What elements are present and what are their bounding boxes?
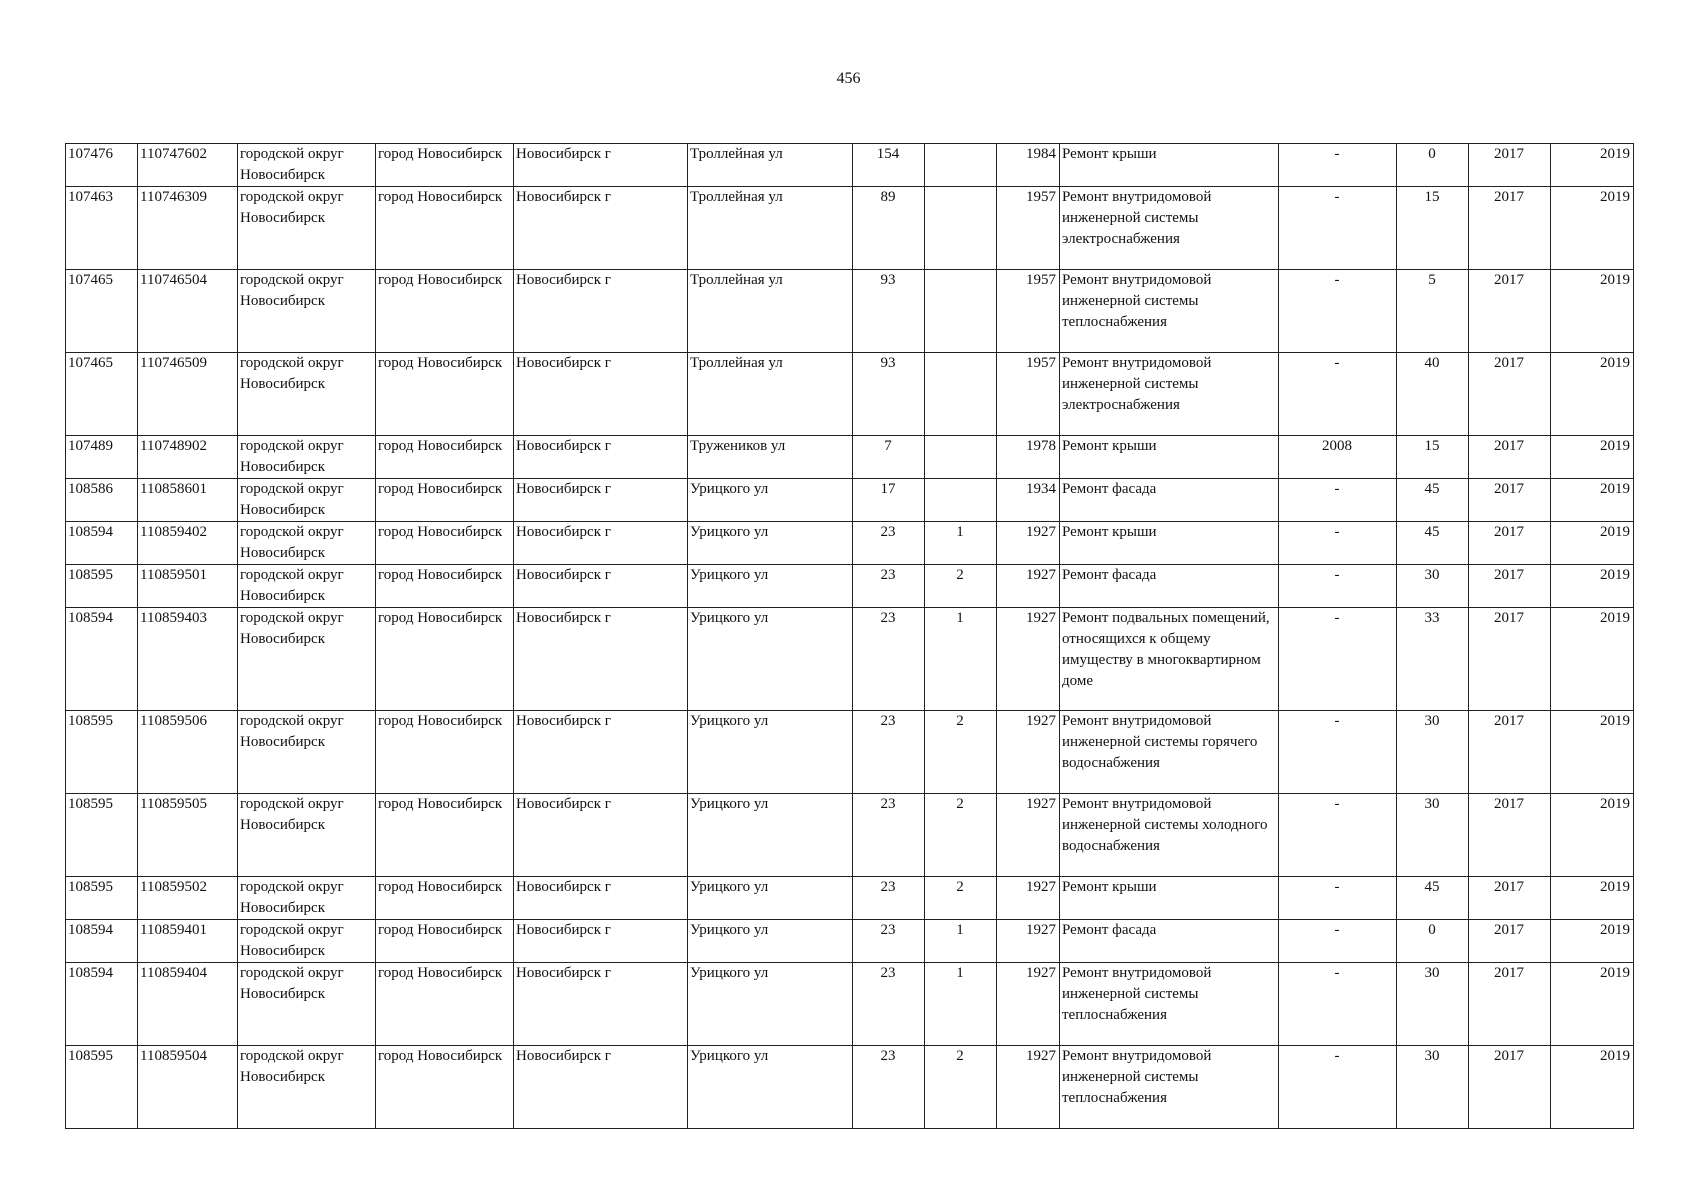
repair-register-table (65, 143, 1634, 1129)
object-id-cell: 107465 (66, 270, 138, 353)
construction-year-cell: 1927 (997, 920, 1060, 963)
plan-end-year-cell: 2019 (1551, 353, 1634, 436)
house-number-cell: 23 (853, 565, 925, 608)
house-number-cell: 23 (853, 522, 925, 565)
table-row (66, 1046, 1634, 1129)
wear-percent-cell: 15 (1397, 436, 1469, 479)
street-cell: Троллейная ул (688, 353, 853, 436)
last-repair-year-cell: - (1279, 963, 1397, 1046)
object-id-cell: 107465 (66, 353, 138, 436)
construction-year-cell: 1927 (997, 1046, 1060, 1129)
plan-start-year-cell: 2017 (1469, 1046, 1551, 1129)
page-number: 456 (836, 70, 861, 87)
plan-start-year-cell: 2017 (1469, 963, 1551, 1046)
settlement-cell: город Новосибирск (376, 963, 514, 1046)
city-cell: Новосибирск г (514, 711, 688, 794)
work-type-cell: Ремонт крыши (1060, 522, 1279, 565)
record-id-cell: 110859506 (138, 711, 238, 794)
object-id-cell: 108594 (66, 920, 138, 963)
street-cell: Урицкого ул (688, 711, 853, 794)
plan-start-year-cell: 2017 (1469, 794, 1551, 877)
plan-end-year-cell: 2019 (1551, 1046, 1634, 1129)
table-row (66, 353, 1634, 436)
record-id-cell: 110859404 (138, 963, 238, 1046)
last-repair-year-cell: - (1279, 711, 1397, 794)
construction-year-cell: 1927 (997, 608, 1060, 711)
city-cell: Новосибирск г (514, 877, 688, 920)
house-number-cell: 23 (853, 963, 925, 1046)
plan-start-year-cell: 2017 (1469, 711, 1551, 794)
work-type-cell: Ремонт фасада (1060, 479, 1279, 522)
record-id-cell: 110859401 (138, 920, 238, 963)
construction-year-cell: 1957 (997, 353, 1060, 436)
table-row (66, 522, 1634, 565)
city-cell: Новосибирск г (514, 436, 688, 479)
settlement-cell: город Новосибирск (376, 1046, 514, 1129)
plan-end-year-cell: 2019 (1551, 920, 1634, 963)
house-number-cell: 23 (853, 1046, 925, 1129)
settlement-cell: город Новосибирск (376, 270, 514, 353)
house-number-cell: 23 (853, 711, 925, 794)
plan-start-year-cell: 2017 (1469, 920, 1551, 963)
object-id-cell: 108595 (66, 877, 138, 920)
table-row (66, 270, 1634, 353)
table-row (66, 794, 1634, 877)
last-repair-year-cell: - (1279, 608, 1397, 711)
municipal-district-cell: городской округ Новосибирск (238, 963, 376, 1046)
work-type-cell: Ремонт внутридомовой инженерной системы горячего водоснабжения (1060, 711, 1279, 794)
city-cell: Новосибирск г (514, 270, 688, 353)
object-id-cell: 108595 (66, 1046, 138, 1129)
work-type-cell: Ремонт внутридомовой инженерной системы электроснабжения (1060, 353, 1279, 436)
construction-year-cell: 1927 (997, 565, 1060, 608)
last-repair-year-cell: - (1279, 794, 1397, 877)
construction-year-cell: 1927 (997, 522, 1060, 565)
building-cell (925, 436, 997, 479)
building-cell: 2 (925, 565, 997, 608)
building-cell: 2 (925, 877, 997, 920)
plan-start-year-cell: 2017 (1469, 608, 1551, 711)
house-number-cell: 17 (853, 479, 925, 522)
city-cell: Новосибирск г (514, 794, 688, 877)
street-cell: Троллейная ул (688, 187, 853, 270)
street-cell: Троллейная ул (688, 144, 853, 187)
street-cell: Урицкого ул (688, 963, 853, 1046)
table-body (66, 144, 1634, 1129)
object-id-cell: 108595 (66, 565, 138, 608)
settlement-cell: город Новосибирск (376, 187, 514, 270)
house-number-cell: 23 (853, 877, 925, 920)
house-number-cell: 7 (853, 436, 925, 479)
construction-year-cell: 1984 (997, 144, 1060, 187)
plan-end-year-cell: 2019 (1551, 436, 1634, 479)
settlement-cell: город Новосибирск (376, 436, 514, 479)
municipal-district-cell: городской округ Новосибирск (238, 479, 376, 522)
record-id-cell: 110859502 (138, 877, 238, 920)
wear-percent-cell: 0 (1397, 920, 1469, 963)
plan-end-year-cell: 2019 (1551, 711, 1634, 794)
wear-percent-cell: 5 (1397, 270, 1469, 353)
settlement-cell: город Новосибирск (376, 522, 514, 565)
street-cell: Тружеников ул (688, 436, 853, 479)
wear-percent-cell: 30 (1397, 711, 1469, 794)
municipal-district-cell: городской округ Новосибирск (238, 436, 376, 479)
table-row (66, 436, 1634, 479)
plan-start-year-cell: 2017 (1469, 479, 1551, 522)
last-repair-year-cell: - (1279, 920, 1397, 963)
building-cell (925, 270, 997, 353)
city-cell: Новосибирск г (514, 522, 688, 565)
table-row (66, 187, 1634, 270)
table-row (66, 565, 1634, 608)
settlement-cell: город Новосибирск (376, 877, 514, 920)
object-id-cell: 108586 (66, 479, 138, 522)
table-row (66, 877, 1634, 920)
construction-year-cell: 1934 (997, 479, 1060, 522)
city-cell: Новосибирск г (514, 144, 688, 187)
work-type-cell: Ремонт крыши (1060, 877, 1279, 920)
building-cell: 1 (925, 608, 997, 711)
work-type-cell: Ремонт внутридомовой инженерной системы холодного водоснабжения (1060, 794, 1279, 877)
plan-start-year-cell: 2017 (1469, 522, 1551, 565)
plan-end-year-cell: 2019 (1551, 270, 1634, 353)
last-repair-year-cell: 2008 (1279, 436, 1397, 479)
work-type-cell: Ремонт внутридомовой инженерной системы теплоснабжения (1060, 1046, 1279, 1129)
municipal-district-cell: городской округ Новосибирск (238, 565, 376, 608)
plan-start-year-cell: 2017 (1469, 187, 1551, 270)
plan-start-year-cell: 2017 (1469, 353, 1551, 436)
settlement-cell: город Новосибирск (376, 479, 514, 522)
object-id-cell: 108594 (66, 608, 138, 711)
settlement-cell: город Новосибирск (376, 353, 514, 436)
work-type-cell: Ремонт фасада (1060, 565, 1279, 608)
settlement-cell: город Новосибирск (376, 794, 514, 877)
object-id-cell: 107476 (66, 144, 138, 187)
street-cell: Урицкого ул (688, 920, 853, 963)
work-type-cell: Ремонт крыши (1060, 144, 1279, 187)
construction-year-cell: 1957 (997, 187, 1060, 270)
object-id-cell: 107463 (66, 187, 138, 270)
record-id-cell: 110859501 (138, 565, 238, 608)
plan-start-year-cell: 2017 (1469, 565, 1551, 608)
settlement-cell: город Новосибирск (376, 920, 514, 963)
wear-percent-cell: 45 (1397, 522, 1469, 565)
plan-end-year-cell: 2019 (1551, 522, 1634, 565)
object-id-cell: 108594 (66, 522, 138, 565)
building-cell: 1 (925, 522, 997, 565)
last-repair-year-cell: - (1279, 270, 1397, 353)
wear-percent-cell: 45 (1397, 877, 1469, 920)
plan-end-year-cell: 2019 (1551, 187, 1634, 270)
object-id-cell: 108595 (66, 711, 138, 794)
record-id-cell: 110746504 (138, 270, 238, 353)
object-id-cell: 107489 (66, 436, 138, 479)
city-cell: Новосибирск г (514, 353, 688, 436)
house-number-cell: 93 (853, 270, 925, 353)
city-cell: Новосибирск г (514, 920, 688, 963)
record-id-cell: 110859402 (138, 522, 238, 565)
plan-end-year-cell: 2019 (1551, 479, 1634, 522)
wear-percent-cell: 0 (1397, 144, 1469, 187)
wear-percent-cell: 30 (1397, 963, 1469, 1046)
record-id-cell: 110746509 (138, 353, 238, 436)
work-type-cell: Ремонт крыши (1060, 436, 1279, 479)
record-id-cell: 110748902 (138, 436, 238, 479)
municipal-district-cell: городской округ Новосибирск (238, 711, 376, 794)
last-repair-year-cell: - (1279, 479, 1397, 522)
plan-end-year-cell: 2019 (1551, 877, 1634, 920)
construction-year-cell: 1927 (997, 877, 1060, 920)
plan-start-year-cell: 2017 (1469, 144, 1551, 187)
last-repair-year-cell: - (1279, 522, 1397, 565)
house-number-cell: 23 (853, 794, 925, 877)
plan-start-year-cell: 2017 (1469, 270, 1551, 353)
last-repair-year-cell: - (1279, 144, 1397, 187)
street-cell: Урицкого ул (688, 565, 853, 608)
municipal-district-cell: городской округ Новосибирск (238, 877, 376, 920)
table-row (66, 963, 1634, 1046)
municipal-district-cell: городской округ Новосибирск (238, 187, 376, 270)
street-cell: Урицкого ул (688, 794, 853, 877)
city-cell: Новосибирск г (514, 608, 688, 711)
last-repair-year-cell: - (1279, 187, 1397, 270)
building-cell: 2 (925, 794, 997, 877)
construction-year-cell: 1927 (997, 794, 1060, 877)
settlement-cell: город Новосибирск (376, 608, 514, 711)
work-type-cell: Ремонт внутридомовой инженерной системы теплоснабжения (1060, 963, 1279, 1046)
settlement-cell: город Новосибирск (376, 144, 514, 187)
construction-year-cell: 1957 (997, 270, 1060, 353)
city-cell: Новосибирск г (514, 187, 688, 270)
wear-percent-cell: 33 (1397, 608, 1469, 711)
city-cell: Новосибирск г (514, 565, 688, 608)
wear-percent-cell: 15 (1397, 187, 1469, 270)
street-cell: Урицкого ул (688, 522, 853, 565)
last-repair-year-cell: - (1279, 353, 1397, 436)
building-cell: 1 (925, 920, 997, 963)
plan-end-year-cell: 2019 (1551, 144, 1634, 187)
object-id-cell: 108594 (66, 963, 138, 1046)
settlement-cell: город Новосибирск (376, 565, 514, 608)
house-number-cell: 23 (853, 920, 925, 963)
building-cell (925, 144, 997, 187)
table-row (66, 920, 1634, 963)
record-id-cell: 110747602 (138, 144, 238, 187)
record-id-cell: 110859504 (138, 1046, 238, 1129)
construction-year-cell: 1978 (997, 436, 1060, 479)
last-repair-year-cell: - (1279, 877, 1397, 920)
house-number-cell: 154 (853, 144, 925, 187)
municipal-district-cell: городской округ Новосибирск (238, 608, 376, 711)
wear-percent-cell: 30 (1397, 565, 1469, 608)
last-repair-year-cell: - (1279, 1046, 1397, 1129)
house-number-cell: 89 (853, 187, 925, 270)
record-id-cell: 110858601 (138, 479, 238, 522)
work-type-cell: Ремонт подвальных помещений, относящихся к общему имуществу в многоквартирном доме (1060, 608, 1279, 711)
work-type-cell: Ремонт фасада (1060, 920, 1279, 963)
municipal-district-cell: городской округ Новосибирск (238, 920, 376, 963)
wear-percent-cell: 40 (1397, 353, 1469, 436)
municipal-district-cell: городской округ Новосибирск (238, 353, 376, 436)
wear-percent-cell: 45 (1397, 479, 1469, 522)
city-cell: Новосибирск г (514, 479, 688, 522)
wear-percent-cell: 30 (1397, 1046, 1469, 1129)
municipal-district-cell: городской округ Новосибирск (238, 1046, 376, 1129)
street-cell: Урицкого ул (688, 479, 853, 522)
wear-percent-cell: 30 (1397, 794, 1469, 877)
work-type-cell: Ремонт внутридомовой инженерной системы электроснабжения (1060, 187, 1279, 270)
work-type-cell: Ремонт внутридомовой инженерной системы теплоснабжения (1060, 270, 1279, 353)
plan-end-year-cell: 2019 (1551, 565, 1634, 608)
street-cell: Урицкого ул (688, 608, 853, 711)
house-number-cell: 23 (853, 608, 925, 711)
street-cell: Троллейная ул (688, 270, 853, 353)
municipal-district-cell: городской округ Новосибирск (238, 522, 376, 565)
plan-start-year-cell: 2017 (1469, 877, 1551, 920)
building-cell: 2 (925, 1046, 997, 1129)
table-row (66, 608, 1634, 711)
house-number-cell: 93 (853, 353, 925, 436)
plan-end-year-cell: 2019 (1551, 608, 1634, 711)
building-cell (925, 187, 997, 270)
table-row (66, 711, 1634, 794)
municipal-district-cell: городской округ Новосибирск (238, 144, 376, 187)
plan-start-year-cell: 2017 (1469, 436, 1551, 479)
city-cell: Новосибирск г (514, 963, 688, 1046)
construction-year-cell: 1927 (997, 711, 1060, 794)
object-id-cell: 108595 (66, 794, 138, 877)
table-row (66, 479, 1634, 522)
municipal-district-cell: городской округ Новосибирск (238, 270, 376, 353)
building-cell: 1 (925, 963, 997, 1046)
street-cell: Урицкого ул (688, 1046, 853, 1129)
table-row (66, 144, 1634, 187)
municipal-district-cell: городской округ Новосибирск (238, 794, 376, 877)
building-cell: 2 (925, 711, 997, 794)
city-cell: Новосибирск г (514, 1046, 688, 1129)
street-cell: Урицкого ул (688, 877, 853, 920)
construction-year-cell: 1927 (997, 963, 1060, 1046)
plan-end-year-cell: 2019 (1551, 963, 1634, 1046)
record-id-cell: 110859505 (138, 794, 238, 877)
building-cell (925, 479, 997, 522)
building-cell (925, 353, 997, 436)
plan-end-year-cell: 2019 (1551, 794, 1634, 877)
record-id-cell: 110746309 (138, 187, 238, 270)
last-repair-year-cell: - (1279, 565, 1397, 608)
settlement-cell: город Новосибирск (376, 711, 514, 794)
record-id-cell: 110859403 (138, 608, 238, 711)
